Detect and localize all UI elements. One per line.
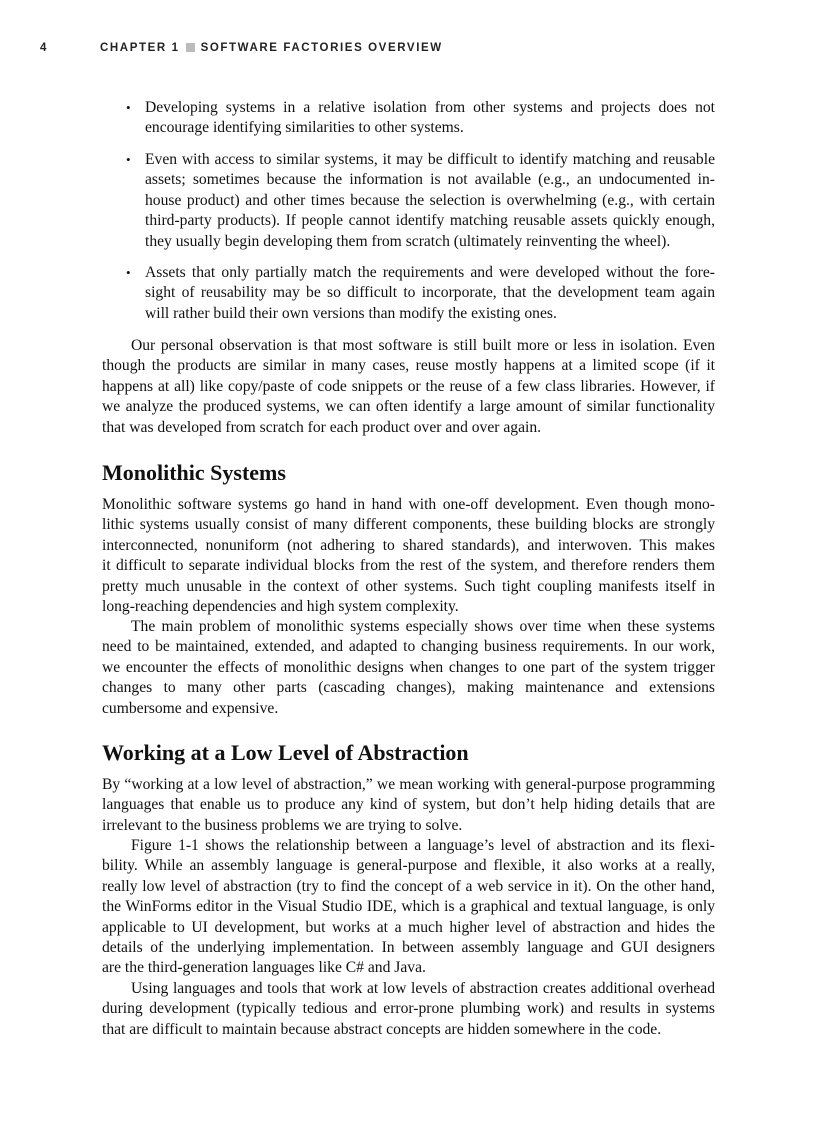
text-line: changes to many other parts (cascading changes), making maintenance and extensions <box>102 679 715 697</box>
text-line: the WinForms editor in the Visual Studio IDE, which is a graphical and textual language, is only <box>102 898 715 916</box>
chapter-label: CHAPTER 1 <box>100 42 180 54</box>
text-line: bility. While an assembly language is general-purpose and flexible, it also works at a really, <box>102 857 715 875</box>
text-line: will rather build their own versions than modify the existing ones. <box>145 304 557 322</box>
text-line: assets; sometimes because the information is not available (e.g., an undocumented in- <box>145 171 715 189</box>
text-line: that are difficult to maintain because abstract concepts are hidden somewhere in the code. <box>102 1020 662 1038</box>
text-line: we encounter the effects of monolithic designs when changes to one part of the system trigger <box>102 658 715 676</box>
text-line: languages that enable us to produce any kind of system, but don’t help hiding details that are <box>102 796 715 814</box>
bullet-item <box>126 263 715 324</box>
text-line: Using languages and tools that work at low levels of abstraction creates additional overhead <box>131 980 715 997</box>
text-line: details of the underlying implementation. In between assembly language and GUI designers <box>102 939 715 957</box>
text-line: The main problem of monolithic systems especially shows over time when these systems <box>131 618 715 635</box>
text-line: pretty much unusable in the context of other systems. Such tight coupling manifests itself in <box>102 577 715 595</box>
text-line: though the products are similar in many cases, reuse mostly happens at a limited scope (if it <box>102 357 715 375</box>
paragraph <box>102 775 715 836</box>
bullet-icon: • <box>126 152 131 167</box>
text-line: they usually begin developing them from scratch (ultimately reinventing the wheel). <box>145 232 671 250</box>
section-heading: Monolithic Systems <box>102 460 286 485</box>
chapter-title: SOFTWARE FACTORIES OVERVIEW <box>200 42 443 54</box>
running-header <box>100 42 443 54</box>
paragraph <box>102 979 715 1040</box>
text-line: sight of reusability may be so difficult to incorporate, that the development team again <box>145 284 715 302</box>
page-number: 4 <box>40 42 48 54</box>
text-line: need to be maintained, extended, and adapted to changing business requirements. In our work, <box>102 638 715 656</box>
text-line: we analyze the produced systems, we can often identify a large amount of similar functionality <box>102 398 715 416</box>
text-line: encourage identifying similarities to other systems. <box>145 119 464 137</box>
text-line: lithic systems usually consist of many different components, these building blocks are strongly <box>102 516 715 534</box>
text-line: long-reaching dependencies and high system complexity. <box>102 598 459 616</box>
text-line: are the third-generation languages like C# and Java. <box>102 959 426 977</box>
text-line: Figure 1-1 shows the relationship between a language’s level of abstraction and its flexi- <box>131 837 715 854</box>
text-line: third-party products). If people cannot identify matching reusable assets quickly enough, <box>145 212 715 230</box>
section-heading: Working at a Low Level of Abstraction <box>102 740 469 765</box>
text-line: Assets that only partially match the requirements and were developed without the fore- <box>145 264 715 281</box>
text-line: that was developed from scratch for each product over and over again. <box>102 418 542 436</box>
text-line: Even with access to similar systems, it may be difficult to identify matching and reusable <box>145 151 715 168</box>
text-line: irrelevant to the business problems we are trying to solve. <box>102 816 463 834</box>
text-line: cumbersome and expensive. <box>102 699 279 717</box>
text-line: house product) and other times because the selection is overwhelming (e.g., with certain <box>145 191 715 209</box>
paragraph <box>102 495 715 617</box>
text-line: happens at all) like copy/paste of code snippets or the reuse of a few class libraries. However, if <box>102 377 715 395</box>
text-line: interconnected, nonuniform (not adhering to shared standards), and interwoven. This makes <box>102 536 715 554</box>
text-line: really low level of abstraction (try to find the concept of a web service in it). On the other hand, <box>102 877 715 895</box>
text-line: during development (typically tedious and error-prone plumbing work) and results in systems <box>102 1000 715 1018</box>
bullet-icon: • <box>126 100 131 115</box>
paragraph <box>102 836 715 979</box>
bullet-item <box>126 150 715 252</box>
bullet-item <box>126 98 715 139</box>
text-line: it difficult to separate individual blocks from the rest of the system, and therefore renders them <box>102 557 715 575</box>
text-line: Our personal observation is that most software is still built more or less in isolation. Even <box>131 337 715 354</box>
bullet-icon: • <box>126 265 131 280</box>
text-line: By “working at a low level of abstraction,” we mean working with general-purpose programming <box>102 776 715 793</box>
separator-square-icon <box>186 43 195 52</box>
text-line: Developing systems in a relative isolation from other systems and projects does not <box>145 99 715 116</box>
text-line: Monolithic software systems go hand in hand with one-off development. Even though mono- <box>102 496 715 513</box>
paragraph <box>102 336 715 438</box>
paragraph <box>102 617 715 719</box>
text-line: applicable to UI development, but works at a much higher level of abstraction and hides the <box>102 918 715 936</box>
